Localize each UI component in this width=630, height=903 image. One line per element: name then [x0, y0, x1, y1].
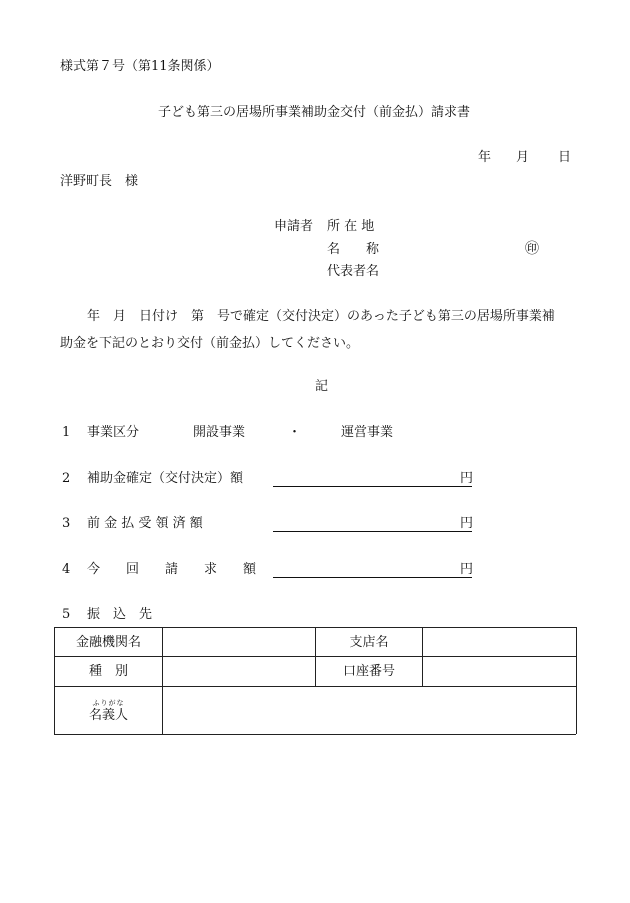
account-holder-text: 名義人 — [88, 707, 128, 723]
branch-field[interactable] — [423, 628, 576, 656]
addressee: 洋野町長 様 — [60, 174, 139, 189]
account-holder-ruby: ふりがな — [92, 698, 125, 707]
body-line-1: 年 月 日付け 第 号で確定（交付決定）のあった子ども第三の居場所事業補 — [87, 309, 555, 324]
item-3-amount-line[interactable] — [273, 531, 472, 532]
applicant-rep-label: 代表者名 — [327, 264, 380, 279]
account-number-label: 口座番号 — [342, 664, 395, 679]
date-year: 年 — [478, 150, 492, 165]
account-holder-field[interactable] — [163, 687, 576, 734]
item-2-label: 補助金確定（交付決定）額 — [87, 471, 244, 486]
item-2-unit: 円 — [460, 471, 474, 486]
body-line-2: 助金を下記のとおり交付（前金払）してください。 — [60, 336, 360, 351]
applicant-label: 申請者 — [274, 219, 314, 234]
item-1-option-operation: 運営事業 — [341, 425, 394, 440]
bank-name-label: 金融機関名 — [75, 634, 141, 650]
date-day: 日 — [558, 150, 572, 165]
applicant-address-label: 所 在 地 — [327, 219, 375, 234]
ki-heading: 記 — [315, 379, 329, 394]
account-number-field[interactable] — [423, 657, 576, 686]
item-1-separator: ・ — [288, 425, 302, 440]
item-1-number: 1 — [62, 425, 71, 440]
applicant-name-label: 名 称 — [327, 242, 380, 257]
item-4-unit: 円 — [460, 562, 474, 577]
account-type-field[interactable] — [163, 657, 315, 686]
item-2-amount-line[interactable] — [273, 486, 472, 487]
item-3-number: 3 — [62, 516, 71, 531]
item-3-label: 前 金 払 受 領 済 額 — [87, 516, 203, 531]
item-2-number: 2 — [62, 471, 71, 486]
item-1-label: 事業区分 — [87, 425, 140, 440]
account-holder-label — [55, 687, 162, 734]
item-4-number: 4 — [62, 562, 71, 577]
item-3-unit: 円 — [460, 516, 474, 531]
document-title: 子ども第三の居場所事業補助金交付（前金払）請求書 — [158, 105, 471, 120]
form-number: 様式第７号（第11条関係） — [60, 59, 220, 74]
bank-name-field[interactable] — [163, 628, 315, 656]
branch-label: 支店名 — [349, 634, 389, 650]
item-5-number: 5 — [62, 607, 71, 622]
account-type-label: 種 別 — [88, 664, 128, 679]
item-4-amount-line[interactable] — [273, 577, 472, 578]
item-4-label: 今 回 請 求 額 — [87, 562, 257, 577]
item-1-option-opening: 開設事業 — [193, 425, 246, 440]
item-5-label: 振 込 先 — [87, 607, 153, 622]
seal-mark: ㊞ — [525, 241, 539, 257]
date-month: 月 — [516, 150, 530, 165]
